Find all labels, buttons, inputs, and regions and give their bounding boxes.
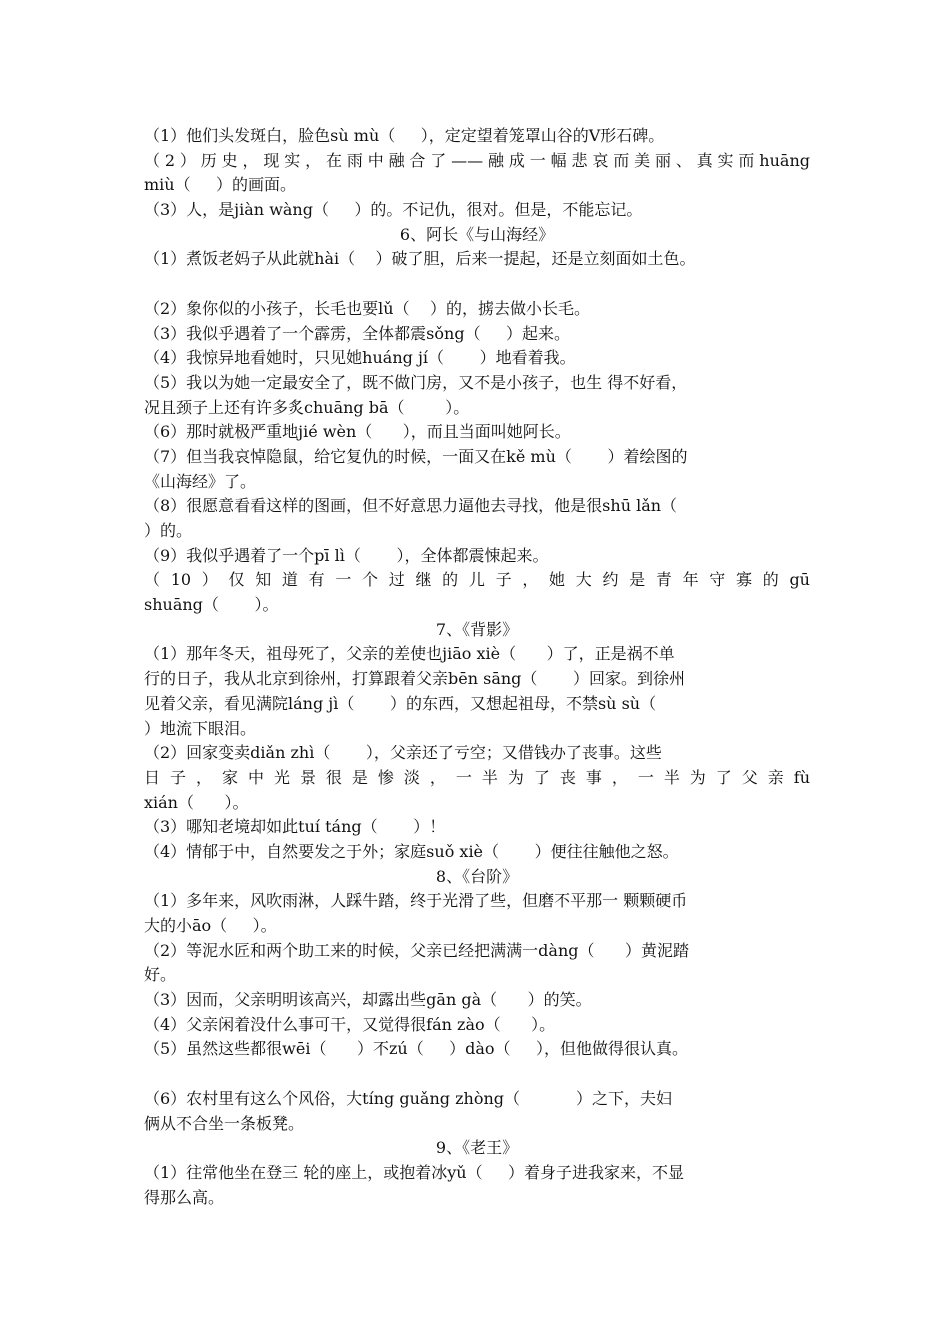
document-page (144, 124, 810, 1210)
blank-line (144, 272, 810, 297)
text-line: （5）我以为她一定最安全了，既不做门房，又不是小孩子，也生 得不好看， (144, 372, 688, 392)
text-line: 行的日子，我从北京到徐州，打算跟着父亲bēn sāng（ ）回家。到徐州 (144, 669, 686, 689)
text-line: 大的小āo（ ）。 (144, 916, 277, 935)
section-heading: 7、《背影》 (435, 619, 519, 639)
text-line: （5）虽然这些都很wēi（ ）不zú（ ）dào（ ），但他做得很认真。 (144, 1039, 688, 1059)
text-line: （1）煮饭老妈子从此就hài（ ）破了胆，后来一提起，还是立刻面如土色。 (144, 249, 696, 269)
text-line: （6）农村里有这么个风俗，大tíng guǎng zhòng（ ）之下，夫妇 (144, 1088, 672, 1108)
blank-line (144, 1062, 810, 1087)
text-line: miù（ ）的画面。 (144, 175, 297, 195)
text-line: （3）我似乎遇着了一个霹雳，全体都震sǒng（ ）起来。 (144, 323, 571, 343)
text-line: （4）父亲闲着没什么事可干，又觉得很fán zào（ ）。 (144, 1014, 556, 1034)
text-line: ）地流下眼泪。 (144, 718, 257, 738)
text-line: 见着父亲，看见满院láng jì（ ）的东西，又想起祖母，不禁sù sù（ (144, 693, 657, 713)
text-line: （10）仅知道有一个过继的儿子，她大约是青年守寡的gū (144, 570, 810, 590)
text-line: （1）他们头发斑白，脸色sù mù（ ），定定望着笼罩山谷的V形石碑。 (144, 126, 665, 145)
section-heading: 9、《老王》 (435, 1138, 519, 1158)
text-line: （2）象你似的小孩子，长毛也要lǔ（ ）的，掳去做小长毛。 (144, 298, 590, 318)
section-heading: 6、阿长《与山海经》 (399, 224, 555, 244)
text-line: （3）因而，父亲明明该高兴，却露出些gān gà（ ）的笑。 (144, 990, 592, 1010)
text-line: （2）历史，现实，在雨中融合了——融成一幅悲哀而美丽、真实而huāng (144, 150, 810, 170)
text-line: （9）我似乎遇着了一个pī lì（ ），全体都震悚起来。 (144, 545, 549, 565)
text-line: ）的。 (144, 521, 193, 540)
text-line: shuāng（ ）。 (144, 595, 279, 615)
text-line: 《山海经》了。 (144, 471, 257, 491)
text-line: （1）那年冬天，祖母死了，父亲的差使也jiāo xiè（ ）了，正是祸不单 (144, 644, 675, 664)
text-line: （6）那时就极严重地jié wèn（ ），而且当面叫她阿长。 (144, 422, 571, 442)
text-line: （3）哪知老境却如此tuí táng（ ）！ (144, 817, 446, 837)
section-heading: 8、《台阶》 (435, 866, 519, 886)
text-line: （1）多年来，风吹雨淋，人踩牛踏，终于光滑了些，但磨不平那一 颗颗硬币 (144, 891, 688, 911)
text-line: （1）往常他坐在登三 轮的座上，或抱着冰yǔ（ ）着身子进我家来，不显 (144, 1162, 685, 1182)
text-line: 日子，家中光景很是惨淡，一半为了丧事，一半为了父亲fù (144, 767, 810, 787)
text-line: 得那么高。 (144, 1187, 225, 1207)
text-line: （7）但当我哀悼隐鼠，给它复仇的时候，一面又在kě mù（ ）着绘图的 (144, 446, 688, 466)
text-line: （4）情郁于中，自然要发之于外；家庭suǒ xiè（ ）便往往触他之怒。 (144, 841, 679, 861)
text-line: （2）回家变卖diǎn zhì（ ），父亲还了亏空；又借钱办了丧事。这些 (144, 743, 662, 763)
text-line: （2）等泥水匠和两个助工来的时候，父亲已经把满满一dàng（ ）黄泥踏 (144, 940, 690, 960)
text-line: 俩从不合坐一条板凳。 (144, 1113, 305, 1133)
text-line: xián（ ）。 (144, 792, 249, 812)
text-line: 好。 (144, 965, 177, 985)
text-line: （3）人，是jiàn wàng（ ）的。不记仇，很对。但是，不能忘记。 (144, 200, 643, 220)
text-line: （8）很愿意看看这样的图画，但不好意思力逼他去寻找，他是很shū lǎn（ (144, 496, 678, 516)
text-line: 况且颈子上还有许多炙chuāng bā（ ）。 (144, 397, 470, 417)
text-line: （4）我惊异地看她时，只见她huáng jí（ ）地看着我。 (144, 348, 576, 368)
